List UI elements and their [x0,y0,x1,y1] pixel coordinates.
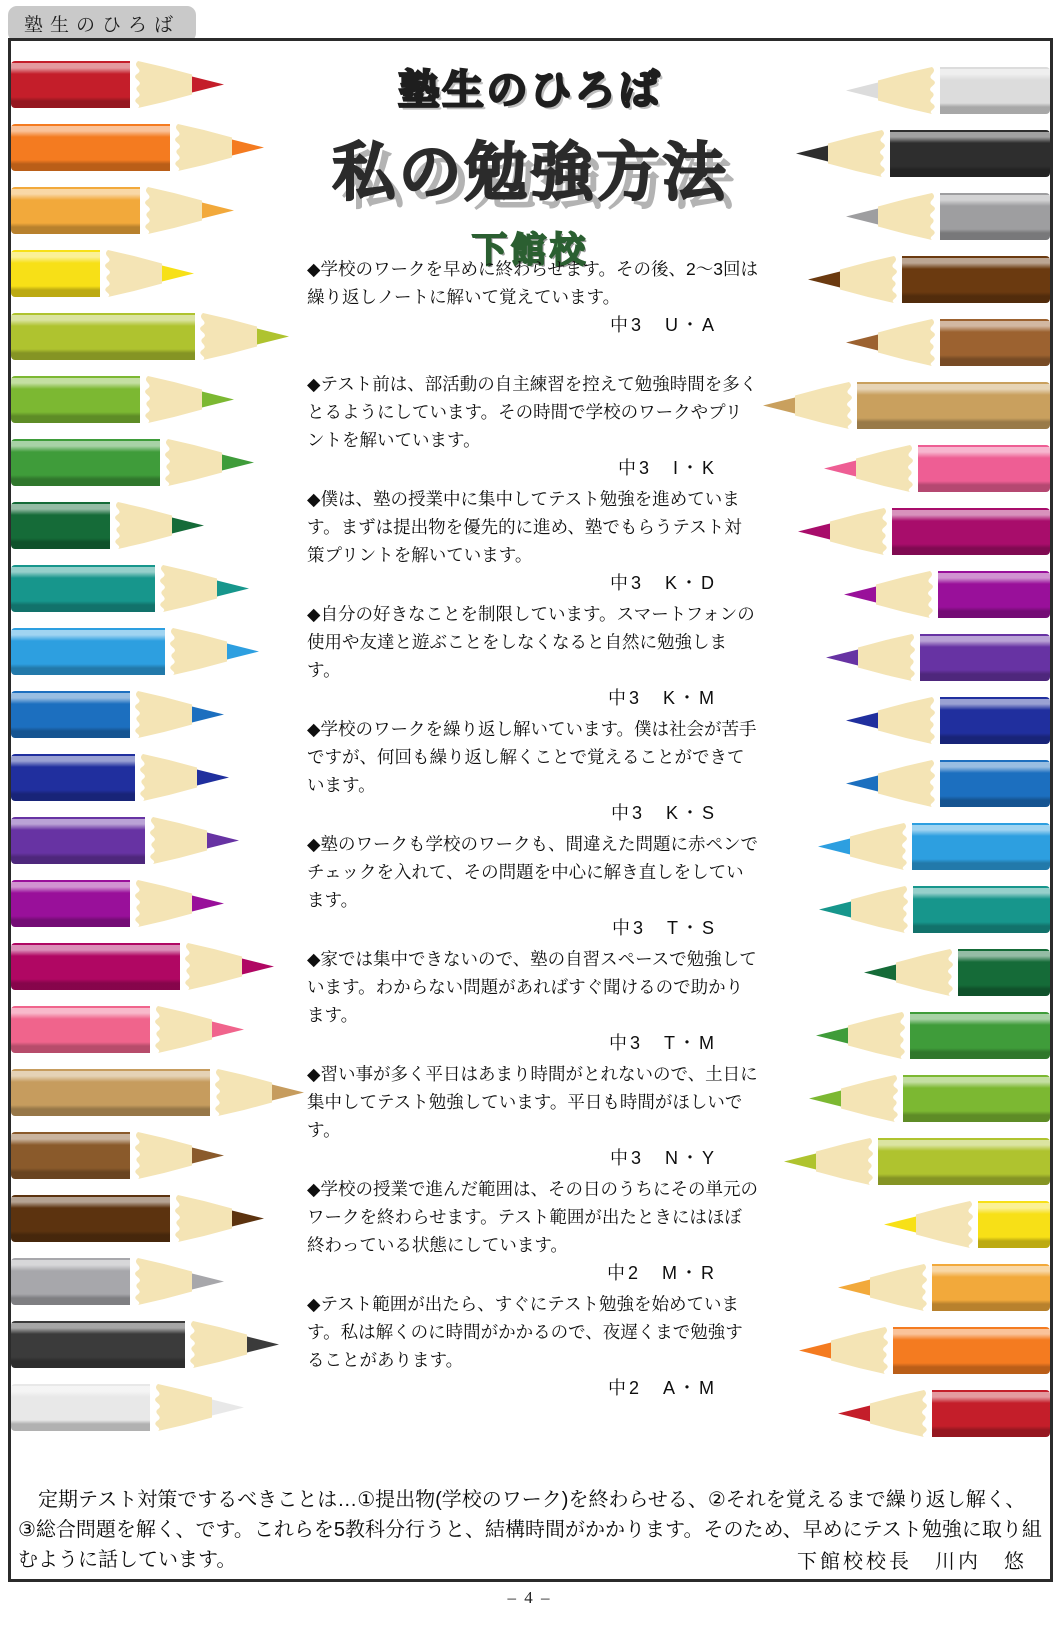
principal-note [18,1485,1043,1575]
pencil-tip-icon [140,376,236,423]
pencil-dark-brown [806,256,1050,303]
pencil-tip-icon [140,187,236,234]
pencil-tip-icon [782,1138,878,1185]
pencil-blue [11,691,306,738]
testimonial [307,1060,759,1175]
testimonial [307,830,759,945]
testimonial-attribution: 中3 K・D [609,573,717,593]
pencil-violet-magenta [11,880,306,927]
pencil-teal [817,886,1050,933]
pencil-tip-icon [807,1075,903,1122]
pencil-navy [844,697,1050,744]
pencil-white [844,67,1050,114]
testimonial-text: ◆僕は、塾の授業中に集中してテスト勉強を進めています。まずは提出物を優先的に進め、塾でもらうテスト対策プリントを解いています。 [307,489,742,565]
pencil-dark-green [11,502,306,549]
pencil-tip-icon [145,817,241,864]
pencil-black [794,130,1050,177]
pencil-tip-icon [110,502,206,549]
pencil-yellow-green [11,313,306,360]
testimonial-attribution: 中3 K・S [610,803,717,823]
pencil-tip-icon [130,61,226,108]
pencil-purple [11,817,306,864]
pencil-tip-icon [195,313,291,360]
school-name: 下館校 [471,231,589,270]
pencil-tip-icon [882,1201,978,1248]
testimonial-attribution: 中3 I・K [617,458,717,478]
pencil-dark-green [862,949,1050,996]
testimonial-attribution: 中2 A・M [607,1378,717,1398]
pencil-pink [11,1006,306,1053]
pencil-charcoal [11,1321,306,1368]
testimonial [307,370,759,485]
pencil-tip-icon [761,382,857,429]
pencil-dark-brown [11,1195,306,1242]
pencil-light-green [11,376,306,423]
pencil-tip-icon [862,949,958,996]
pencil-tan [11,1069,306,1116]
pencil-teal [11,565,306,612]
pencil-tip-icon [844,760,940,807]
testimonial-attribution: 中2 M・R [606,1263,717,1283]
testimonial-text: ◆テスト範囲が出たら、すぐにテスト勉強を始めています。私は解くのに時間がかかるので、夜遅くまで勉強することがあります。 [307,1294,743,1370]
pencil-tip-icon [185,1321,281,1368]
pencil-tip-icon [814,1012,910,1059]
pencil-tip-icon [180,943,276,990]
pencil-tip-icon [816,823,912,870]
testimonial-text: ◆学校の授業で進んだ範囲は、その日のうちにその単元のワークを終わらせます。テスト範囲が出たときにはほぼ終わっている状態にしています。 [307,1179,758,1255]
pencil-red [836,1390,1050,1437]
pencil-brown [844,319,1050,366]
pencil-violet-magenta [842,571,1050,618]
pencil-crimson-magenta [796,508,1050,555]
testimonial-text: ◆家では集中できないので、塾の自習スペースで勉強しています。わからない問題があればすぐ聞けるので助かります。 [307,949,757,1025]
pencil-green [11,439,306,486]
pencil-gray [11,1258,306,1305]
testimonial [307,485,759,600]
title-block [251,57,811,273]
pencil-tip-icon [155,565,251,612]
testimonial-text: ◆学校のワークを繰り返し解いています。僕は社会が苦手ですが、何回も繰り返し解くことで覚えることができています。 [307,719,757,795]
pencil-crimson-magenta [11,943,306,990]
pencil-light-green [807,1075,1050,1122]
pencil-sky-blue [816,823,1050,870]
pencil-tip-icon [165,628,261,675]
pencil-tip-icon [844,193,940,240]
pencil-tip-icon [817,886,913,933]
pencil-orange [797,1327,1050,1374]
testimonial-list [307,255,759,1405]
pencil-tip-icon [844,67,940,114]
pencil-tip-icon [824,634,920,681]
pencil-tip-icon [797,1327,893,1374]
pencil-gray [844,193,1050,240]
pencil-tip-icon [836,1390,932,1437]
pencil-tip-icon [836,1264,932,1311]
pencil-tip-icon [844,319,940,366]
content-frame [8,38,1053,1582]
pencil-tip-icon [796,508,892,555]
pencil-blue [844,760,1050,807]
pencil-tip-icon [160,439,256,486]
testimonial-attribution: 中3 U・A [609,315,717,335]
testimonial-attribution: 中3 K・M [607,688,717,708]
pencil-tip-icon [135,754,231,801]
pencil-pink [822,445,1050,492]
pencil-white [11,1384,306,1431]
pencil-green [814,1012,1050,1059]
principal-note-text: 定期テスト対策でするべきことは…①提出物(学校のワーク)を終わらせる、②それを覚えるまで繰り返し解く、③総合問題を解く、です。これらを5教科分行うと、結構時間がかかります。そのため、早めにテスト勉強に取り組むように話しています。 [18,1489,1042,1571]
page-section-tag: 塾生のひろば [8,6,196,42]
title-kicker: 塾生のひろば [398,67,663,113]
pencil-tip-icon [842,571,938,618]
testimonial-attribution: 中3 T・S [611,918,717,938]
pencil-tip-icon [150,1006,246,1053]
testimonial-text: ◆テスト前は、部活動の自主練習を控えて勉強時間を多くとるようにしています。その時間で学校のワークやプリントを解いています。 [307,374,758,450]
testimonial [307,600,759,715]
pencil-yellow [882,1201,1050,1248]
testimonial-text: ◆学校のワークを早めに終わらせます。その後、2～3回は繰り返しノートに解いて覚えています。 [307,259,758,307]
pencil-tip-icon [130,880,226,927]
page-number: – 4 – [507,1588,552,1607]
testimonial-attribution: 中3 N・Y [609,1148,717,1168]
pencil-yellow-green [782,1138,1050,1185]
pencil-tip-icon [130,1132,226,1179]
pencil-tip-icon [130,1258,226,1305]
testimonial-text: ◆習い事が多く平日はあまり時間がとれないので、土日に集中してテスト勉強しています。平日も時間がほしいです。 [307,1064,758,1140]
page-title: 私の勉強方法 [332,138,729,208]
testimonial [307,255,759,370]
pencil-sky-blue [11,628,306,675]
pencil-tip-icon [150,1384,246,1431]
testimonial [307,1290,759,1405]
pencil-amber [836,1264,1050,1311]
pencil-tip-icon [822,445,918,492]
pencil-brown [11,1132,306,1179]
testimonial [307,945,759,1060]
testimonial-text: ◆塾のワークも学校のワークも、間違えた問題に赤ペンでチェックを入れて、その問題を中心に解き直しをしています。 [307,834,758,910]
pencil-tip-icon [844,697,940,744]
pencil-tan [761,382,1050,429]
pencil-purple [824,634,1050,681]
testimonial-attribution: 中3 T・M [609,1033,717,1053]
pencil-tip-icon [806,256,902,303]
pencil-tip-icon [100,250,196,297]
pencil-tip-icon [170,1195,266,1242]
testimonial-text: ◆自分の好きなことを制限しています。スマートフォンの使用や友達と遊ぶことをしなくなると自然に勉強します。 [307,604,755,680]
testimonial [307,1175,759,1290]
principal-signature: 下館校校長 川内 悠 [797,1551,1027,1573]
testimonial [307,715,759,830]
pencil-navy [11,754,306,801]
pencil-tip-icon [210,1069,306,1116]
pencil-tip-icon [130,691,226,738]
